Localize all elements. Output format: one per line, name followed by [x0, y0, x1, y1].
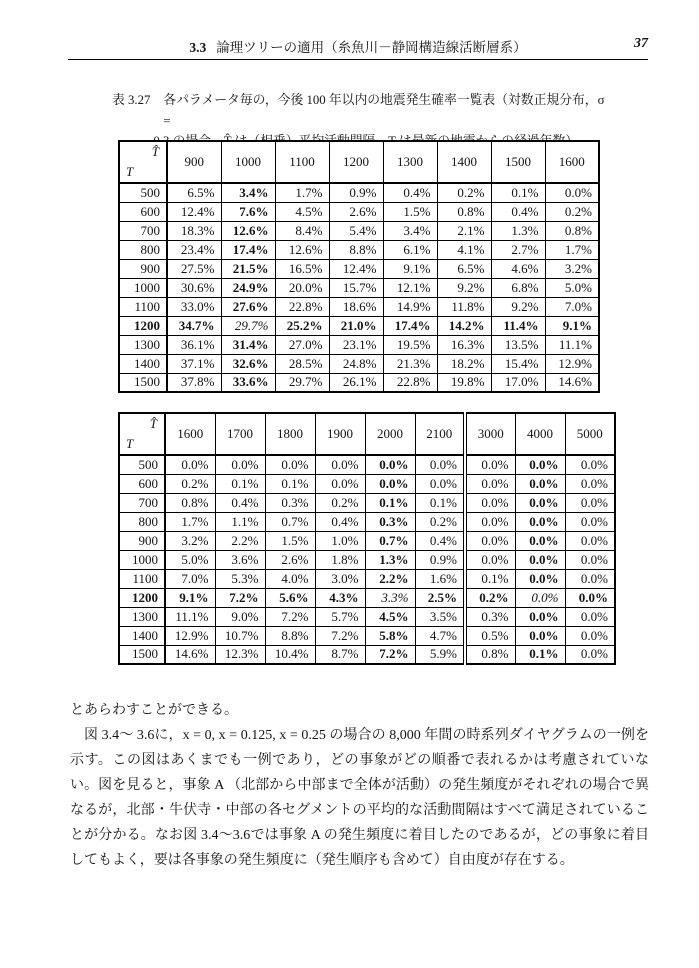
cell-T700-That1700: 0.4%	[215, 493, 265, 512]
cell-T700-That1100: 8.4%	[275, 221, 329, 240]
cell-T800-That3000: 0.0%	[465, 512, 515, 531]
row-header-1100: 1100	[119, 569, 165, 588]
col-header-2000: 2000	[365, 413, 415, 455]
cell-T500-That1700: 0.0%	[215, 455, 265, 474]
cell-T500-That3000: 0.0%	[465, 455, 515, 474]
cell-T1300-That900: 36.1%	[167, 335, 221, 354]
cell-T900-That2000: 0.7%	[365, 531, 415, 550]
col-header-1300: 1300	[383, 141, 437, 183]
cell-T1300-That1400: 16.3%	[437, 335, 491, 354]
t-label: T	[126, 436, 134, 451]
row-header-800: 800	[119, 512, 165, 531]
cell-T1200-That5000: 0.0%	[565, 588, 615, 607]
cell-T1200-That900: 34.7%	[167, 316, 221, 335]
cell-T1500-That2100: 5.9%	[415, 645, 465, 664]
cell-T1300-That2100: 3.5%	[415, 607, 465, 626]
cell-T1300-That1000: 31.4%	[221, 335, 275, 354]
cell-T1100-That2000: 2.2%	[365, 569, 415, 588]
cell-T1500-That1600: 14.6%	[165, 645, 215, 664]
probability-table-1-container	[118, 140, 600, 393]
corner-cell	[119, 141, 167, 183]
cell-T1400-That4000: 0.0%	[515, 626, 565, 645]
cell-T700-That3000: 0.0%	[465, 493, 515, 512]
col-header-1700: 1700	[215, 413, 265, 455]
col-header-900: 900	[167, 141, 221, 183]
cell-T1400-That1400: 18.2%	[437, 354, 491, 373]
col-header-1500: 1500	[491, 141, 545, 183]
cell-T1000-That2000: 1.3%	[365, 550, 415, 569]
cell-T600-That1600: 0.2%	[545, 202, 599, 221]
cell-T600-That1900: 0.0%	[315, 474, 365, 493]
cell-T600-That3000: 0.0%	[465, 474, 515, 493]
cell-T500-That1200: 0.9%	[329, 183, 383, 202]
row-header-1500: 1500	[119, 373, 167, 392]
cell-T1300-That1100: 27.0%	[275, 335, 329, 354]
cell-T600-That2000: 0.0%	[365, 474, 415, 493]
cell-T900-That1600: 3.2%	[165, 531, 215, 550]
cell-T1500-That3000: 0.8%	[465, 645, 515, 664]
row-header-1300: 1300	[119, 607, 165, 626]
cell-T500-That5000: 0.0%	[565, 455, 615, 474]
cell-T1200-That1000: 29.7%	[221, 316, 275, 335]
cell-T1300-That1200: 23.1%	[329, 335, 383, 354]
probability-table-2-container	[118, 412, 616, 665]
cell-T900-That1800: 1.5%	[265, 531, 315, 550]
cell-T500-That1300: 0.4%	[383, 183, 437, 202]
cell-T900-That2100: 0.4%	[415, 531, 465, 550]
cell-T700-That2100: 0.1%	[415, 493, 465, 512]
cell-T800-That2100: 0.2%	[415, 512, 465, 531]
cell-T1200-That1900: 4.3%	[315, 588, 365, 607]
cell-T1300-That1900: 5.7%	[315, 607, 365, 626]
cell-T1200-That2100: 2.5%	[415, 588, 465, 607]
cell-T600-That1700: 0.1%	[215, 474, 265, 493]
cell-T700-That1600: 0.8%	[545, 221, 599, 240]
cell-T500-That1000: 3.4%	[221, 183, 275, 202]
row-header-700: 700	[119, 493, 165, 512]
cell-T1200-That1200: 21.0%	[329, 316, 383, 335]
cell-T1500-That1400: 19.8%	[437, 373, 491, 392]
cell-T800-That1200: 8.8%	[329, 240, 383, 259]
col-header-5000: 5000	[565, 413, 615, 455]
row-header-500: 500	[119, 455, 165, 474]
cell-T1000-That1300: 12.1%	[383, 278, 437, 297]
row-header-700: 700	[119, 221, 167, 240]
cell-T1000-That1700: 3.6%	[215, 550, 265, 569]
cell-T700-That1300: 3.4%	[383, 221, 437, 240]
row-header-1100: 1100	[119, 297, 167, 316]
cell-T1000-That1800: 2.6%	[265, 550, 315, 569]
cell-T900-That1300: 9.1%	[383, 259, 437, 278]
t-label: T	[126, 164, 134, 179]
cell-T900-That1700: 2.2%	[215, 531, 265, 550]
col-header-1400: 1400	[437, 141, 491, 183]
col-header-1800: 1800	[265, 413, 315, 455]
col-header-2100: 2100	[415, 413, 465, 455]
t-hat-label: T̂	[149, 416, 157, 431]
row-header-1200: 1200	[119, 588, 165, 607]
cell-T1100-That1900: 3.0%	[315, 569, 365, 588]
cell-T900-That1900: 1.0%	[315, 531, 365, 550]
probability-table-900-1600	[118, 140, 600, 393]
cell-T600-That1000: 7.6%	[221, 202, 275, 221]
cell-T800-That1600: 1.7%	[545, 240, 599, 259]
cell-T600-That1100: 4.5%	[275, 202, 329, 221]
cell-T1500-That4000: 0.1%	[515, 645, 565, 664]
cell-T1000-That1100: 20.0%	[275, 278, 329, 297]
cell-T900-That1500: 4.6%	[491, 259, 545, 278]
cell-T800-That2000: 0.3%	[365, 512, 415, 531]
cell-T1400-That2100: 4.7%	[415, 626, 465, 645]
cell-T700-That1500: 1.3%	[491, 221, 545, 240]
cell-T500-That2100: 0.0%	[415, 455, 465, 474]
row-header-900: 900	[119, 259, 167, 278]
cell-T1200-That1700: 7.2%	[215, 588, 265, 607]
cell-T600-That2100: 0.0%	[415, 474, 465, 493]
cell-T700-That1000: 12.6%	[221, 221, 275, 240]
cell-T1000-That3000: 0.0%	[465, 550, 515, 569]
cell-T1500-That1800: 10.4%	[265, 645, 315, 664]
row-header-1000: 1000	[119, 550, 165, 569]
cell-T1500-That1600: 14.6%	[545, 373, 599, 392]
cell-T600-That1300: 1.5%	[383, 202, 437, 221]
cell-T800-That1700: 1.1%	[215, 512, 265, 531]
cell-T1000-That1600: 5.0%	[165, 550, 215, 569]
cell-T1400-That3000: 0.5%	[465, 626, 515, 645]
cell-T1100-That1800: 4.0%	[265, 569, 315, 588]
cell-T800-That5000: 0.0%	[565, 512, 615, 531]
cell-T500-That1600: 0.0%	[545, 183, 599, 202]
cell-T1100-That1700: 5.3%	[215, 569, 265, 588]
cell-T1200-That1600: 9.1%	[545, 316, 599, 335]
cell-T1000-That2100: 0.9%	[415, 550, 465, 569]
cell-T1400-That1900: 7.2%	[315, 626, 365, 645]
cell-T1400-That5000: 0.0%	[565, 626, 615, 645]
cell-T1200-That2000: 3.3%	[365, 588, 415, 607]
body-paragraph-2: 図 3.4～ 3.6に，x = 0, x = 0.125, x = 0.25 の場合の 8,000 年間の時系列ダイヤグラムの一例を示す。この図はあくまでも一例であり，どの事象がどの順番で表れるかは考慮されていない。図を見ると，事象 A （北部から中部まで全体が活動）の発生頻度がそれぞれの場合で異なるが，北部・牛伏寺・中部の各セグメントの平均的な活動間隔はすべて満足されていることが分かる。なお図 3.4～3.6では事象 A の発生頻度に着目したのであるが，どの事象に着目してもよく，要は各事象の発生頻度に（発生順序も含めて）自由度が存在する。	[70, 728, 649, 868]
cell-T1100-That900: 33.0%	[167, 297, 221, 316]
row-header-500: 500	[119, 183, 167, 202]
cell-T1400-That1100: 28.5%	[275, 354, 329, 373]
cell-T800-That1100: 12.6%	[275, 240, 329, 259]
cell-T1100-That1100: 22.8%	[275, 297, 329, 316]
cell-T1100-That1000: 27.6%	[221, 297, 275, 316]
cell-T1300-That2000: 4.5%	[365, 607, 415, 626]
cell-T900-That900: 27.5%	[167, 259, 221, 278]
corner-cell	[119, 413, 165, 455]
cell-T1300-That1600: 11.1%	[545, 335, 599, 354]
body-text	[70, 698, 649, 873]
probability-table-1600-5000	[118, 412, 616, 665]
cell-T1000-That4000: 0.0%	[515, 550, 565, 569]
cell-T1500-That900: 37.8%	[167, 373, 221, 392]
table-caption-line1: 各パラメータ毎の，今後 100 年以内の地震発生確率一覧表（対数正規分布，σ =	[163, 93, 605, 128]
row-header-900: 900	[119, 531, 165, 550]
cell-T1400-That1700: 10.7%	[215, 626, 265, 645]
cell-T1100-That1500: 9.2%	[491, 297, 545, 316]
col-header-1200: 1200	[329, 141, 383, 183]
running-head	[68, 36, 648, 60]
cell-T800-That1000: 17.4%	[221, 240, 275, 259]
t-hat-label: T̂	[151, 144, 159, 159]
row-header-1300: 1300	[119, 335, 167, 354]
cell-T600-That1400: 0.8%	[437, 202, 491, 221]
cell-T900-That1000: 21.5%	[221, 259, 275, 278]
cell-T1500-That1100: 29.7%	[275, 373, 329, 392]
cell-T1500-That1200: 26.1%	[329, 373, 383, 392]
cell-T1400-That2000: 5.8%	[365, 626, 415, 645]
cell-T1300-That1800: 7.2%	[265, 607, 315, 626]
col-header-1900: 1900	[315, 413, 365, 455]
cell-T900-That1200: 12.4%	[329, 259, 383, 278]
cell-T1100-That1400: 11.8%	[437, 297, 491, 316]
body-paragraph-1: とあらわすことができる。	[70, 703, 238, 718]
cell-T700-That1200: 5.4%	[329, 221, 383, 240]
page-number: 37	[634, 36, 648, 51]
cell-T700-That1800: 0.3%	[265, 493, 315, 512]
cell-T1300-That5000: 0.0%	[565, 607, 615, 626]
table-caption-label: 表 3.27	[112, 93, 151, 107]
row-header-1400: 1400	[119, 354, 167, 373]
cell-T1400-That900: 37.1%	[167, 354, 221, 373]
cell-T700-That1900: 0.2%	[315, 493, 365, 512]
cell-T1500-That1000: 33.6%	[221, 373, 275, 392]
cell-T1300-That1300: 19.5%	[383, 335, 437, 354]
cell-T1200-That1500: 11.4%	[491, 316, 545, 335]
cell-T700-That900: 18.3%	[167, 221, 221, 240]
cell-T1500-That1700: 12.3%	[215, 645, 265, 664]
cell-T1400-That1500: 15.4%	[491, 354, 545, 373]
cell-T1000-That1000: 24.9%	[221, 278, 275, 297]
cell-T1100-That1600: 7.0%	[545, 297, 599, 316]
cell-T500-That1800: 0.0%	[265, 455, 315, 474]
cell-T1400-That1200: 24.8%	[329, 354, 383, 373]
cell-T800-That1300: 6.1%	[383, 240, 437, 259]
cell-T1500-That1300: 22.8%	[383, 373, 437, 392]
col-header-1600: 1600	[165, 413, 215, 455]
cell-T600-That900: 12.4%	[167, 202, 221, 221]
cell-T500-That1900: 0.0%	[315, 455, 365, 474]
cell-T1500-That2000: 7.2%	[365, 645, 415, 664]
cell-T1300-That1700: 9.0%	[215, 607, 265, 626]
cell-T700-That4000: 0.0%	[515, 493, 565, 512]
col-header-3000: 3000	[465, 413, 515, 455]
cell-T1500-That1900: 8.7%	[315, 645, 365, 664]
cell-T500-That1600: 0.0%	[165, 455, 215, 474]
cell-T800-That1600: 1.7%	[165, 512, 215, 531]
cell-T500-That2000: 0.0%	[365, 455, 415, 474]
cell-T900-That4000: 0.0%	[515, 531, 565, 550]
col-header-1000: 1000	[221, 141, 275, 183]
cell-T500-That900: 6.5%	[167, 183, 221, 202]
cell-T500-That1500: 0.1%	[491, 183, 545, 202]
cell-T600-That1200: 2.6%	[329, 202, 383, 221]
cell-T1200-That1100: 25.2%	[275, 316, 329, 335]
running-head-title: 論理ツリーの適用（糸魚川－静岡構造線活断層系）	[216, 40, 527, 55]
col-header-4000: 4000	[515, 413, 565, 455]
cell-T1000-That1400: 9.2%	[437, 278, 491, 297]
cell-T900-That1600: 3.2%	[545, 259, 599, 278]
cell-T1100-That1600: 7.0%	[165, 569, 215, 588]
col-header-1100: 1100	[275, 141, 329, 183]
cell-T500-That4000: 0.0%	[515, 455, 565, 474]
cell-T600-That1600: 0.2%	[165, 474, 215, 493]
cell-T900-That1400: 6.5%	[437, 259, 491, 278]
cell-T1000-That1500: 6.8%	[491, 278, 545, 297]
cell-T1100-That1300: 14.9%	[383, 297, 437, 316]
cell-T1100-That5000: 0.0%	[565, 569, 615, 588]
cell-T1200-That4000: 0.0%	[515, 588, 565, 607]
cell-T600-That4000: 0.0%	[515, 474, 565, 493]
cell-T1100-That1200: 18.6%	[329, 297, 383, 316]
cell-T600-That1800: 0.1%	[265, 474, 315, 493]
cell-T1400-That1600: 12.9%	[545, 354, 599, 373]
cell-T500-That1400: 0.2%	[437, 183, 491, 202]
cell-T1000-That1200: 15.7%	[329, 278, 383, 297]
row-header-1000: 1000	[119, 278, 167, 297]
cell-T1200-That3000: 0.2%	[465, 588, 515, 607]
cell-T1300-That4000: 0.0%	[515, 607, 565, 626]
cell-T1500-That5000: 0.0%	[565, 645, 615, 664]
cell-T1400-That1000: 32.6%	[221, 354, 275, 373]
cell-T800-That1400: 4.1%	[437, 240, 491, 259]
cell-T1200-That1600: 9.1%	[165, 588, 215, 607]
cell-T1100-That2100: 1.6%	[415, 569, 465, 588]
cell-T1300-That1500: 13.5%	[491, 335, 545, 354]
row-header-1500: 1500	[119, 645, 165, 664]
cell-T800-That1500: 2.7%	[491, 240, 545, 259]
cell-T900-That5000: 0.0%	[565, 531, 615, 550]
row-header-1200: 1200	[119, 316, 167, 335]
cell-T1400-That1600: 12.9%	[165, 626, 215, 645]
row-header-1400: 1400	[119, 626, 165, 645]
row-header-600: 600	[119, 474, 165, 493]
cell-T1100-That3000: 0.1%	[465, 569, 515, 588]
cell-T1300-That1600: 11.1%	[165, 607, 215, 626]
cell-T700-That5000: 0.0%	[565, 493, 615, 512]
cell-T1000-That1600: 5.0%	[545, 278, 599, 297]
cell-T1200-That1400: 14.2%	[437, 316, 491, 335]
cell-T1000-That5000: 0.0%	[565, 550, 615, 569]
cell-T800-That1900: 0.4%	[315, 512, 365, 531]
row-header-600: 600	[119, 202, 167, 221]
cell-T1000-That1900: 1.8%	[315, 550, 365, 569]
cell-T500-That1100: 1.7%	[275, 183, 329, 202]
cell-T700-That1600: 0.8%	[165, 493, 215, 512]
section-number: 3.3	[189, 40, 207, 55]
cell-T600-That5000: 0.0%	[565, 474, 615, 493]
cell-T900-That3000: 0.0%	[465, 531, 515, 550]
cell-T1200-That1800: 5.6%	[265, 588, 315, 607]
cell-T1500-That1500: 17.0%	[491, 373, 545, 392]
cell-T800-That4000: 0.0%	[515, 512, 565, 531]
cell-T1400-That1300: 21.3%	[383, 354, 437, 373]
cell-T1300-That3000: 0.3%	[465, 607, 515, 626]
cell-T600-That1500: 0.4%	[491, 202, 545, 221]
cell-T700-That1400: 2.1%	[437, 221, 491, 240]
col-header-1600: 1600	[545, 141, 599, 183]
cell-T700-That2000: 0.1%	[365, 493, 415, 512]
cell-T900-That1100: 16.5%	[275, 259, 329, 278]
cell-T1100-That4000: 0.0%	[515, 569, 565, 588]
row-header-800: 800	[119, 240, 167, 259]
cell-T800-That900: 23.4%	[167, 240, 221, 259]
cell-T800-That1800: 0.7%	[265, 512, 315, 531]
cell-T1400-That1800: 8.8%	[265, 626, 315, 645]
cell-T1000-That900: 30.6%	[167, 278, 221, 297]
cell-T1200-That1300: 17.4%	[383, 316, 437, 335]
